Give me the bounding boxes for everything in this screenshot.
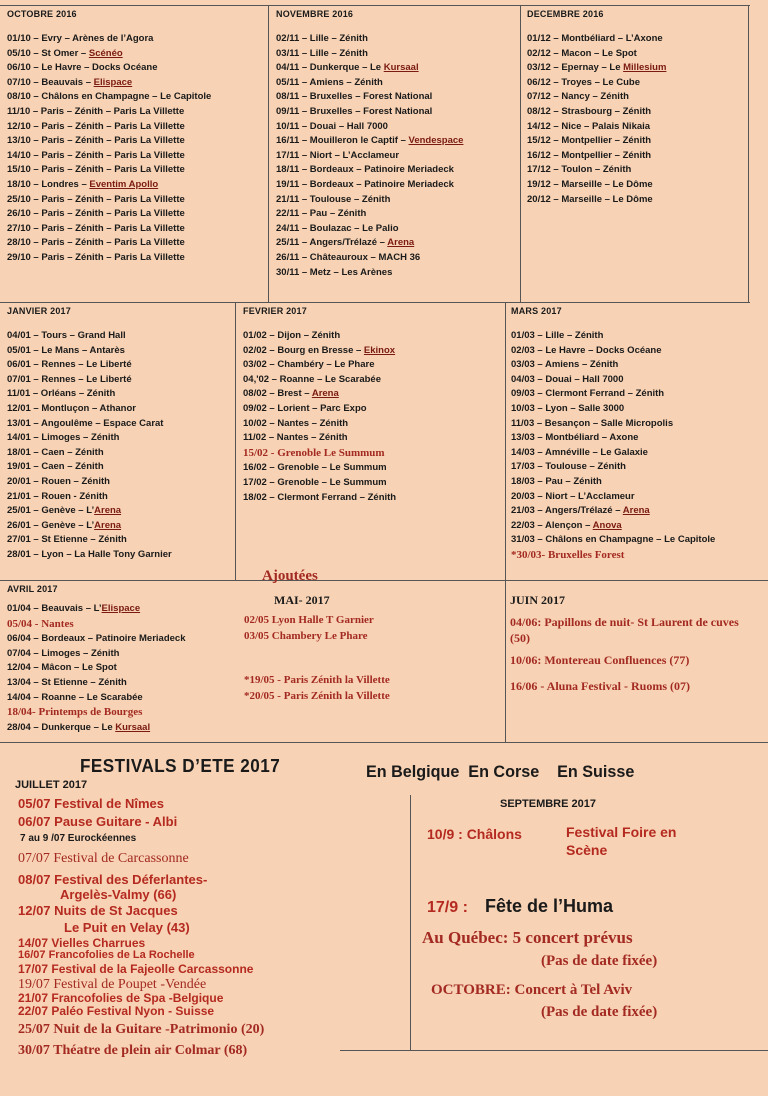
list-item: 09/11 – Bruxelles – Forest National — [276, 105, 433, 117]
concert-list — [7, 602, 185, 735]
list-item: 10/02 – Nantes – Zénith — [243, 417, 349, 429]
list-item: 26/11 – Châteauroux – MACH 36 — [276, 251, 421, 263]
list-item: 18/11 – Bordeaux – Patinoire Meriadeck — [276, 164, 454, 176]
month-june-2017 — [510, 593, 760, 694]
list-item: 01/12 – Montbéliard – L’Axone — [527, 33, 663, 44]
list-item: 28/10 – Paris – Zénith – Paris La Villette — [7, 237, 185, 249]
concert-list — [244, 612, 390, 704]
list-item: 24/11 – Boulazac – Le Palio — [276, 222, 399, 234]
divider — [0, 302, 750, 303]
list-item: 10/03 – Lyon – Salle 3000 — [511, 402, 625, 414]
list-item: 14/04 – Roanne – Le Scarabée — [7, 691, 143, 703]
list-item: 19/11 – Bordeaux – Patinoire Meriadeck — [276, 178, 454, 190]
list-item: 01/03 – Lille – Zénith — [511, 330, 604, 341]
list-item: 18/02 – Clermont Ferrand – Zénith — [243, 491, 397, 503]
list-item: 09/02 – Lorient – Parc Expo — [243, 402, 367, 414]
list-item: 21/11 – Toulouse – Zénith — [276, 193, 391, 205]
list-item: 25/11 – Angers/Trélazé – Arena — [276, 237, 415, 249]
list-item: 07/04 – Limoges – Zénith — [7, 647, 120, 659]
month-title: MAI- 2017 — [274, 593, 330, 607]
divider — [520, 5, 521, 302]
list-item: 03/02 – Chambéry – Le Phare — [243, 359, 375, 371]
concert-list — [243, 329, 396, 505]
list-item: 04/06: Papillons de nuit- St Laurent de cuves (50) — [510, 615, 739, 645]
concert-list — [276, 32, 463, 280]
list-item: 14/10 – Paris – Zénith – Paris La Villette — [7, 149, 185, 161]
divider — [235, 302, 236, 580]
month-january-2017 — [7, 306, 172, 563]
list-item: 17/02 – Grenoble – Le Summum — [243, 476, 387, 488]
list-item: 06/07 Pause Guitare - Albi — [18, 814, 178, 829]
list-item: 19/12 – Marseille – Le Dôme — [527, 178, 653, 190]
list-item: *30/03- Bruxelles Forest — [511, 548, 625, 561]
list-item: 09/03 – Clermont Ferrand – Zénith — [511, 388, 665, 400]
list-item: 20/12 – Marseille – Le Dôme — [527, 193, 653, 205]
month-title: NOVEMBRE 2016 — [276, 9, 354, 19]
list-item: 28/04 – Dunkerque – Le Kursaal — [7, 721, 151, 733]
list-item: 27/01 – St Etienne – Zénith — [7, 534, 127, 546]
list-item: 22/03 – Alençon – Anova — [511, 519, 622, 531]
list-item: 06/10 – Le Havre – Docks Océane — [7, 62, 158, 74]
quebec-note: Au Québec: 5 concert prévus — [422, 928, 633, 947]
list-item: 31/03 – Châlons en Champagne – Le Capitole — [511, 534, 716, 546]
list-item: 17/03 – Toulouse – Zénith — [511, 461, 626, 473]
month-title: DECEMBRE 2016 — [527, 9, 604, 19]
list-item: 11/02 – Nantes – Zénith — [243, 432, 348, 444]
list-item: 06/12 – Troyes – Le Cube — [527, 76, 641, 88]
month-title: MARS 2017 — [511, 306, 562, 316]
list-item: 08/10 – Châlons en Champagne – Le Capitole — [7, 91, 212, 103]
divider — [0, 742, 768, 743]
list-item: 08/11 – Bruxelles – Forest National — [276, 91, 433, 103]
divider — [0, 580, 768, 581]
list-item: 25/07 Nuit de la Guitare -Patrimonio (20) — [18, 1022, 265, 1037]
list-item: 05/10 – St Omer – Scénéo — [7, 47, 123, 59]
list-item: 30/11 – Metz – Les Arènes — [276, 266, 393, 278]
list-item: 22/07 Paléo Festival Nyon - Suisse — [18, 1004, 215, 1018]
list-item: 14/03 – Amnéville – Le Galaxie — [511, 446, 648, 458]
list-item: 15/12 – Montpellier – Zénith — [527, 135, 652, 147]
list-item: 04/01 – Tours – Grand Hall — [7, 330, 126, 341]
list-item: 02/02 – Bourg en Bresse – Ekinox — [243, 344, 396, 356]
list-item — [244, 658, 390, 672]
list-item: *20/05 - Paris Zénith la Villette — [244, 690, 390, 702]
list-item: 10/9 : Châlons — [427, 826, 522, 842]
month-title: JUIN 2017 — [510, 593, 566, 607]
divider — [748, 5, 749, 302]
list-item: 06/01 – Rennes – Le Liberté — [7, 359, 132, 371]
list-item: 16/11 – Mouilleron le Captif – Vendespace — [276, 135, 464, 147]
list-item: 30/07 Théatre de plein air Colmar (68) — [18, 1043, 248, 1058]
list-item: 18/04- Printemps de Bourges — [7, 706, 143, 719]
quebec-date-note: (Pas de date fixée) — [541, 953, 658, 969]
list-item: *19/05 - Paris Zénith la Villette — [244, 674, 390, 686]
list-item: 04/11 – Dunkerque – Le Kursaal — [276, 62, 419, 74]
concert-list — [7, 329, 172, 563]
divider — [410, 795, 411, 1050]
month-october-2016 — [7, 9, 211, 266]
october-note: OCTOBRE: Concert à Tel Aviv — [431, 982, 633, 998]
list-item: 19/01 – Caen – Zénith — [7, 461, 104, 473]
list-item: 05/01 – Le Mans – Antarès — [7, 344, 125, 356]
concert-list — [7, 32, 211, 266]
month-february-2017 — [243, 306, 396, 505]
month-may-2017 — [244, 593, 390, 704]
list-item: 13/03 – Montbéliard – Axone — [511, 432, 639, 444]
list-item: 21/07 Francofolies de Spa -Belgique — [18, 991, 224, 1005]
list-item — [244, 644, 390, 658]
concert-list — [527, 32, 666, 207]
divider — [505, 302, 506, 742]
list-item: 14/07 Vielles Charrues — [18, 936, 146, 950]
list-item: 29/10 – Paris – Zénith – Paris La Villette — [7, 251, 185, 263]
list-item: Argelès-Valmy (66) — [60, 887, 177, 902]
list-item: 03/05 Chambery Le Phare — [244, 630, 368, 642]
october-date-note: (Pas de date fixée) — [541, 1004, 658, 1020]
list-item: 15/10 – Paris – Zénith – Paris La Villette — [7, 164, 185, 176]
list-item: 08/02 – Brest – Arena — [243, 388, 339, 400]
list-item: 02/03 – Le Havre – Docks Océane — [511, 344, 662, 356]
list-item: 05/07 Festival de Nîmes — [18, 796, 164, 811]
list-item: 08/12 – Strasbourg – Zénith — [527, 105, 652, 117]
list-item: 01/04 – Beauvais – L’Elispace — [7, 603, 141, 614]
list-item: 19/07 Festival de Poupet -Vendée — [18, 977, 207, 992]
month-title: JANVIER 2017 — [7, 306, 71, 316]
month-title: OCTOBRE 2016 — [7, 9, 77, 19]
list-item: 27/10 – Paris – Zénith – Paris La Villette — [7, 222, 185, 234]
list-item: 16/12 – Montpellier – Zénith — [527, 149, 652, 161]
month-title: SEPTEMBRE 2017 — [500, 798, 596, 810]
list-item: 12/10 – Paris – Zénith – Paris La Villette — [7, 120, 185, 132]
list-item: 17/11 – Niort – L’Acclameur — [276, 149, 400, 161]
list-item: 26/10 – Paris – Zénith – Paris La Villette — [7, 208, 185, 220]
list-item: 16/02 – Grenoble – Le Summum — [243, 462, 387, 474]
list-item: 7 au 9 /07 Eurockéennes — [20, 833, 137, 844]
list-item: 17/07 Festival de la Fajeolle Carcassonne — [18, 962, 254, 976]
list-item: 15/02 - Grenoble Le Summum — [243, 446, 385, 459]
month-november-2016 — [276, 9, 463, 280]
list-item: 02/12 – Macon – Le Spot — [527, 47, 637, 59]
list-item: 28/01 – Lyon – La Halle Tony Garnier — [7, 548, 172, 560]
list-item: 21/01 – Rouen - Zénith — [7, 490, 108, 502]
list-item: 18/01 – Caen – Zénith — [7, 446, 104, 458]
month-march-2017 — [511, 306, 715, 564]
list-item: 16/06 - Aluna Festival - Ruoms (07) — [510, 679, 690, 693]
list-item: 25/10 – Paris – Zénith – Paris La Villette — [7, 193, 185, 205]
month-july-2017 — [15, 779, 87, 791]
list-item: 05/04 - Nantes — [7, 617, 74, 630]
list-item: 02/05 Lyon Halle T Garnier — [244, 614, 374, 626]
list-item: 12/07 Nuits de St Jacques — [18, 903, 178, 918]
list-item: 21/03 – Angers/Trélazé – Arena — [511, 505, 650, 517]
countries-heading: En Belgique En Corse En Suisse — [366, 762, 635, 781]
list-item: 13/10 – Paris – Zénith – Paris La Villette — [7, 135, 185, 147]
list-item: 13/01 – Angoulême – Espace Carat — [7, 417, 164, 429]
list-item: 04/03 – Douai – Hall 7000 — [511, 373, 624, 385]
list-item: 03/11 – Lille – Zénith — [276, 47, 368, 59]
list-item: 11/10 – Paris – Zénith – Paris La Villette — [7, 105, 185, 117]
list-item: 10/11 – Douai – Hall 7000 — [276, 120, 388, 132]
added-dates-heading: Ajoutées — [262, 568, 318, 584]
month-title: FEVRIER 2017 — [243, 306, 307, 316]
list-item: 10/06: Montereau Confluences (77) — [510, 653, 690, 667]
list-item: 16/07 Francofolies de La Rochelle — [18, 949, 195, 961]
list-item: 26/01 – Genève – L’Arena — [7, 519, 122, 531]
list-item: 12/01 – Montluçon – Athanor — [7, 402, 136, 414]
list-item: 14/01 – Limoges – Zénith — [7, 432, 120, 444]
list-item: Festival Foire en Scène — [566, 824, 677, 858]
concert-list — [511, 329, 715, 564]
list-item: 04,'02 – Roanne – Le Scarabée — [243, 373, 381, 385]
list-item: 20/01 – Rouen – Zénith — [7, 475, 110, 487]
divider — [0, 5, 750, 6]
month-title: AVRIL 2017 — [7, 584, 58, 594]
list-item: 01/10 – Evry – Arènes de l’Agora — [7, 33, 154, 44]
list-item: 05/11 – Amiens – Zénith — [276, 76, 383, 88]
list-item: 01/02 – Dijon – Zénith — [243, 330, 341, 341]
list-item: 03/03 – Amiens – Zénith — [511, 359, 619, 371]
list-item: Fête de l’Huma — [485, 896, 614, 916]
list-item: 03/12 – Epernay – Le Millesium — [527, 62, 667, 74]
list-item: 11/03 – Besançon – Salle Micropolis — [511, 417, 674, 429]
month-title: JUILLET 2017 — [15, 779, 88, 791]
list-item: 07/10 – Beauvais – Elispace — [7, 76, 133, 88]
list-item: 20/03 – Niort – L’Acclameur — [511, 490, 635, 502]
list-item: 18/10 – Londres – Eventim Apollo — [7, 178, 159, 190]
month-april-2017 — [7, 584, 185, 735]
divider — [340, 1050, 768, 1051]
list-item: 07/12 – Nancy – Zénith — [527, 91, 629, 103]
list-item: 02/11 – Lille – Zénith — [276, 33, 368, 44]
list-item: Le Puit en Velay (43) — [64, 920, 190, 935]
divider — [268, 5, 269, 302]
list-item: 08/07 Festival des Déferlantes- — [18, 872, 208, 887]
list-item: 17/12 – Toulon – Zénith — [527, 164, 632, 176]
list-item: 12/04 – Mâcon – Le Spot — [7, 662, 117, 674]
month-december-2016 — [527, 9, 666, 207]
list-item: 17/9 : — [427, 899, 468, 916]
list-item: 14/12 – Nice – Palais Nikaia — [527, 120, 651, 132]
list-item: 06/04 – Bordeaux – Patinoire Meriadeck — [7, 633, 186, 645]
list-item: 07/01 – Rennes – Le Liberté — [7, 373, 132, 385]
list-item: 07/07 Festival de Carcassonne — [18, 851, 189, 866]
list-item: 11/01 – Orléans – Zénith — [7, 388, 116, 400]
list-item: 13/04 – St Etienne – Zénith — [7, 676, 127, 688]
list-item: 22/11 – Pau – Zénith — [276, 208, 367, 220]
festivals-title: FESTIVALS D’ETE 2017 — [80, 756, 281, 776]
list-item: 25/01 – Genève – L’Arena — [7, 505, 122, 517]
list-item: 18/03 – Pau – Zénith — [511, 475, 602, 487]
